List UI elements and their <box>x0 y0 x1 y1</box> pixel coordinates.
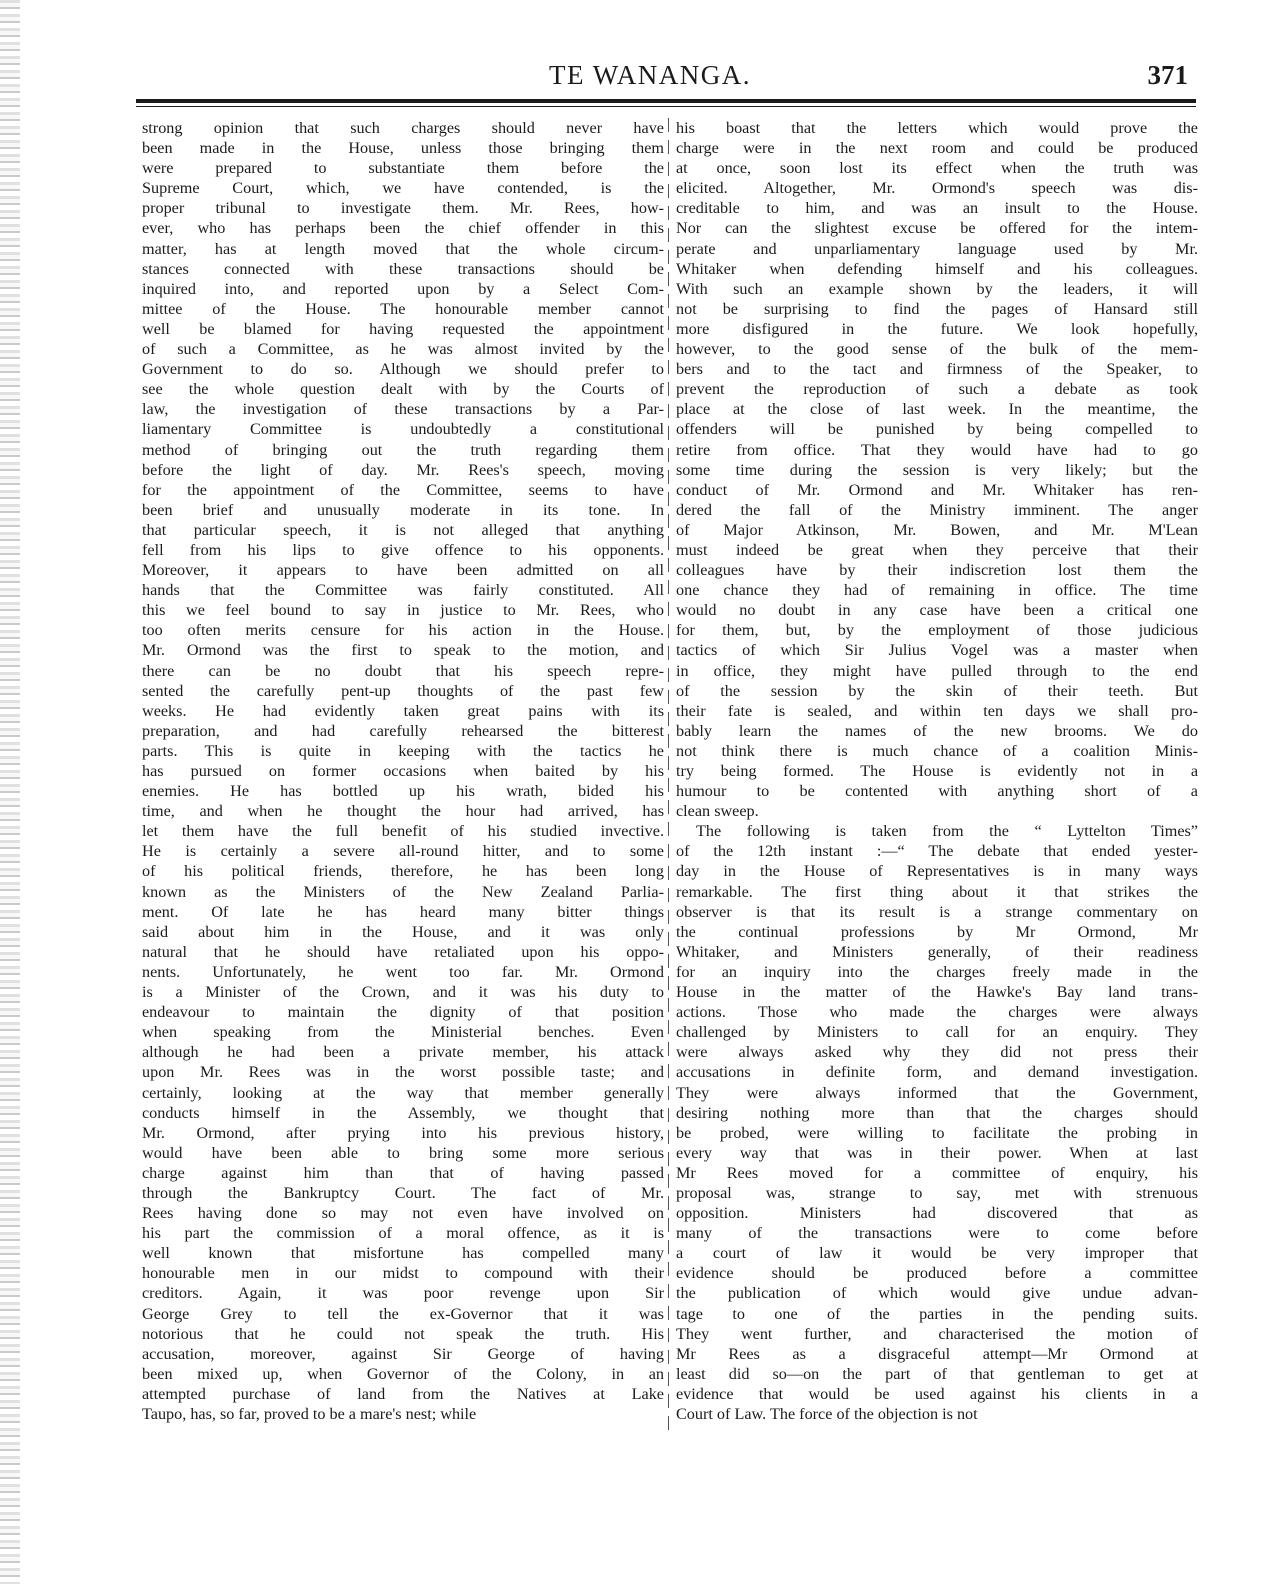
text-line: inquired into, and reported upon by a Select Com- <box>142 279 664 298</box>
text-line: his boast that the letters which would prove the <box>676 119 1198 137</box>
masthead <box>100 60 1200 96</box>
text-line: stances connected with these transactions should be <box>142 259 664 278</box>
text-line: conducts himself in the Assembly, we thought that <box>142 1103 664 1122</box>
text-line: Nor can the slightest excuse be offered for the intem- <box>676 219 1198 238</box>
text-line: ever, who has perhaps been the chief offender in this <box>142 219 664 238</box>
text-line: proposal was, strange to say, met with strenuous <box>676 1183 1198 1202</box>
binding-edge <box>0 0 20 1584</box>
text-line: try being formed. The House is evidently not in a <box>676 762 1198 780</box>
text-line: strong opinion that such charges should never have <box>142 119 664 137</box>
text-line: bers and to the tact and firmness of the Speaker, to <box>676 360 1198 379</box>
text-line: charge were in the next room and could be produced <box>676 139 1198 158</box>
header-rule-thick <box>136 99 1196 103</box>
text-line: actions. Those who made the charges were always <box>676 1003 1198 1022</box>
text-line: when speaking from the Ministerial benches. Even <box>142 1023 664 1042</box>
text-line: time, and when he thought the hour had arrived, has <box>142 802 664 821</box>
text-line: He is certainly a severe all-round hitter, and to some <box>142 842 664 861</box>
text-line: challenged by Ministers to call for an enquiry. They <box>676 1023 1198 1042</box>
text-line: endeavour to maintain the dignity of that position <box>142 1003 664 1022</box>
text-line: known as the Ministers of the New Zealand Parlia- <box>142 882 664 901</box>
text-line: attempted purchase of land from the Natives at Lake <box>142 1384 664 1403</box>
text-line: is a Minister of the Crown, and it was his duty to <box>142 983 664 1002</box>
left-column <box>142 118 664 1424</box>
text-line: has pursued on former occasions when baited by his <box>142 762 664 780</box>
text-line: would have been able to bring some more serious <box>142 1143 664 1162</box>
text-line: matter, has at length moved that the whole circum- <box>142 239 664 258</box>
text-line: this we feel bound to say in justice to Mr. Rees, who <box>142 601 664 620</box>
text-line: well be blamed for having requested the appointment <box>142 319 664 338</box>
text-line: creditable to him, and was an insult to the House. <box>676 199 1198 218</box>
text-line: be probed, were willing to facilitate the probing in <box>676 1123 1198 1142</box>
text-line: mittee of the House. The honourable member cannot <box>142 299 664 318</box>
text-line: Taupo, has, so far, proved to be a mare's nest; while <box>142 1405 477 1423</box>
text-line: Mr Rees moved for a committee of enquiry, his <box>676 1163 1198 1182</box>
text-line: for an inquiry into the charges freely made in the <box>676 962 1198 981</box>
text-line: proper tribunal to investigate them. Mr. Rees, how- <box>142 199 664 218</box>
text-line: said about him in the House, and it was only <box>142 922 664 941</box>
text-line: Mr Rees as a disgraceful attempt—Mr Ormond at <box>676 1344 1198 1363</box>
text-line: one chance they had of remaining in office. The time <box>676 581 1198 600</box>
text-line: enemies. He has bottled up his wrath, bided his <box>142 782 664 801</box>
text-line: their fate is sealed, and within ten days we shall pro- <box>676 701 1198 720</box>
text-line: at once, soon lost its effect when the truth was <box>676 159 1198 178</box>
text-line: evidence that would be used against his clients in a <box>676 1384 1198 1403</box>
text-line: retire from office. That they would have had to go <box>676 440 1198 459</box>
text-line: conduct of Mr. Ormond and Mr. Whitaker has ren- <box>676 480 1198 499</box>
text-line: there can be no doubt that his speech repre- <box>142 661 664 680</box>
text-line: charge against him than that of having passed <box>142 1163 664 1182</box>
text-line: hands that the Committee was fairly constituted. All <box>142 581 664 600</box>
text-line: They went further, and characterised the motion of <box>676 1324 1198 1343</box>
text-line: remarkable. The first thing about it that strikes the <box>676 882 1198 901</box>
text-line: would no doubt in any case have been a critical one <box>676 601 1198 620</box>
text-line: bably learn the names of the new brooms. We do <box>676 721 1198 740</box>
text-line: every way that was in their power. When at last <box>676 1143 1198 1162</box>
text-line: of such a Committee, as he was almost invited by the <box>142 340 664 359</box>
text-line: been made in the House, unless those bringing them <box>142 139 664 158</box>
text-line: were always asked why they did not press their <box>676 1043 1198 1062</box>
text-line: for the appointment of the Committee, seems to have <box>142 480 664 499</box>
text-line: too often merits censure for his action in the House. <box>142 621 664 640</box>
text-line: tactics of which Sir Julius Vogel was a master when <box>676 641 1198 660</box>
text-line: nents. Unfortunately, he went too far. Mr. Ormond <box>142 962 664 981</box>
text-line: Mr. Ormond was the first to speak to the motion, and <box>142 641 664 660</box>
text-line: clean sweep. <box>676 802 759 821</box>
text-line: for them, but, by the employment of those judicious <box>676 621 1198 640</box>
text-line: method of bringing out the truth regarding them <box>142 440 664 459</box>
text-line: Mr. Ormond, after prying into his previous history, <box>142 1123 664 1142</box>
text-line: of his political friends, therefore, he has been long <box>142 862 664 881</box>
text-line: in office, they might have pulled through to the end <box>676 661 1198 680</box>
text-line: although he had been a private member, his attack <box>142 1043 664 1062</box>
text-line: desiring nothing more than that the charges should <box>676 1103 1198 1122</box>
text-line: place at the close of last week. In the meantime, the <box>676 400 1198 419</box>
text-line: Court of Law. The force of the objection is not <box>676 1405 978 1423</box>
text-line: his part the commission of a moral offence, as it is <box>142 1224 664 1243</box>
text-line: prevent the reproduction of such a debate as took <box>676 380 1198 399</box>
text-line: day in the House of Representatives is in many ways <box>676 862 1198 881</box>
text-line: let them have the full benefit of his studied invective. <box>142 822 664 841</box>
text-line: liamentary Committee is undoubtedly a constitutional <box>142 420 664 439</box>
text-line: perate and unparliamentary language used by Mr. <box>676 239 1198 258</box>
text-line: least did so—on the part of that gentleman to get at <box>676 1364 1198 1383</box>
text-line: elicited. Altogether, Mr. Ormond's speech was dis- <box>676 179 1198 198</box>
header-rule-thin <box>136 106 1196 107</box>
text-line: observer is that its result is a strange commentary on <box>676 902 1198 921</box>
text-line: evidence should be produced before a committee <box>676 1264 1198 1283</box>
text-line: been brief and unusually moderate in its tone. In <box>142 500 664 519</box>
text-line: George Grey to tell the ex-Governor that it was <box>142 1304 664 1323</box>
text-line: were prepared to substantiate them before the <box>142 159 664 178</box>
text-line: natural that he should have retaliated upon his oppo- <box>142 942 664 961</box>
text-line: Rees having done so may not even have involved on <box>142 1204 664 1223</box>
page-title: TE WANANGA. <box>549 60 751 90</box>
page-number: 371 <box>1147 60 1188 90</box>
text-line: With such an example shown by the leaders, it will <box>676 279 1198 298</box>
text-line: Whitaker, and Ministers generally, of their readiness <box>676 942 1198 961</box>
text-line: some time during the session is very likely; but the <box>676 460 1198 479</box>
text-line: upon Mr. Rees was in the worst possible taste; and <box>142 1063 664 1082</box>
text-line: They were always informed that the Government, <box>676 1083 1198 1102</box>
text-line: tage to one of the parties in the pending suits. <box>676 1304 1198 1323</box>
text-line: of the 12th instant :—“ The debate that ended yester- <box>676 842 1198 861</box>
text-line: more disfigured in the future. We look hopefully, <box>676 319 1198 338</box>
text-line: law, the investigation of these transactions by a Par- <box>142 400 664 419</box>
text-line: of the session by the skin of their teeth. But <box>676 681 1198 700</box>
text-line: notorious that he could not speak the truth. His <box>142 1324 664 1343</box>
text-line: not be surprising to find the pages of Hansard still <box>676 299 1198 318</box>
text-line: before the light of day. Mr. Rees's speech, moving <box>142 460 664 479</box>
text-line: the continual professions by Mr Ormond, Mr <box>676 922 1198 941</box>
text-line: of Major Atkinson, Mr. Bowen, and Mr. M'Lean <box>676 520 1198 539</box>
right-column <box>676 118 1198 1424</box>
text-line: House in the matter of the Hawke's Bay land trans- <box>676 983 1198 1002</box>
text-line: see the whole question dealt with by the Courts of <box>142 380 664 399</box>
text-line: a court of law it would be very improper that <box>676 1244 1198 1263</box>
text-line: Whitaker when defending himself and his colleagues. <box>676 259 1198 278</box>
text-line: ment. Of late he has heard many bitter things <box>142 902 664 921</box>
text-line: the publication of which would give undue advan- <box>676 1284 1198 1303</box>
text-line: colleagues have by their indiscretion lost them the <box>676 561 1198 580</box>
text-line: honourable men in our midst to compound with their <box>142 1264 664 1283</box>
text-line: not think there is much chance of a coalition Minis- <box>676 741 1198 760</box>
text-line: The following is taken from the “ Lyttelton Times” <box>696 822 1198 841</box>
text-line: must indeed be great when they perceive that their <box>676 540 1198 559</box>
text-line: fell from his lips to give offence to his opponents. <box>142 540 664 559</box>
text-line: humour to be contented with anything short of a <box>676 782 1198 801</box>
text-line: that particular speech, it is not alleged that anything <box>142 520 664 539</box>
text-line: sented the carefully pent-up thoughts of the past few <box>142 681 664 700</box>
text-line: dered the fall of the Ministry imminent. The anger <box>676 500 1198 519</box>
text-line: however, to the good sense of the bulk of the mem- <box>676 340 1198 359</box>
text-line: opposition. Ministers had discovered that as <box>676 1204 1198 1223</box>
text-line: certainly, looking at the way that member generally <box>142 1083 664 1102</box>
text-line: weeks. He had evidently taken great pains with its <box>142 701 664 720</box>
text-line: offenders will be punished by being compelled to <box>676 420 1198 439</box>
column-divider <box>668 118 669 1438</box>
text-line: been mixed up, when Governor of the Colony, in an <box>142 1364 664 1383</box>
text-line: well known that misfortune has compelled many <box>142 1244 664 1263</box>
text-line: parts. This is quite in keeping with the tactics he <box>142 741 664 760</box>
text-line: many of the transactions were to come before <box>676 1224 1198 1243</box>
text-line: accusation, moreover, against Sir George of having <box>142 1344 664 1363</box>
text-line: Supreme Court, which, we have contended, is the <box>142 179 664 198</box>
text-line: preparation, and had carefully rehearsed the bitterest <box>142 721 664 740</box>
text-line: accusations in definite form, and demand investigation. <box>676 1063 1198 1082</box>
text-line: creditors. Again, it was poor revenge upon Sir <box>142 1284 664 1303</box>
text-line: through the Bankruptcy Court. The fact of Mr. <box>142 1183 664 1202</box>
text-line: Government to do so. Although we should prefer to <box>142 360 664 379</box>
text-line: Moreover, it appears to have been admitted on all <box>142 561 664 580</box>
